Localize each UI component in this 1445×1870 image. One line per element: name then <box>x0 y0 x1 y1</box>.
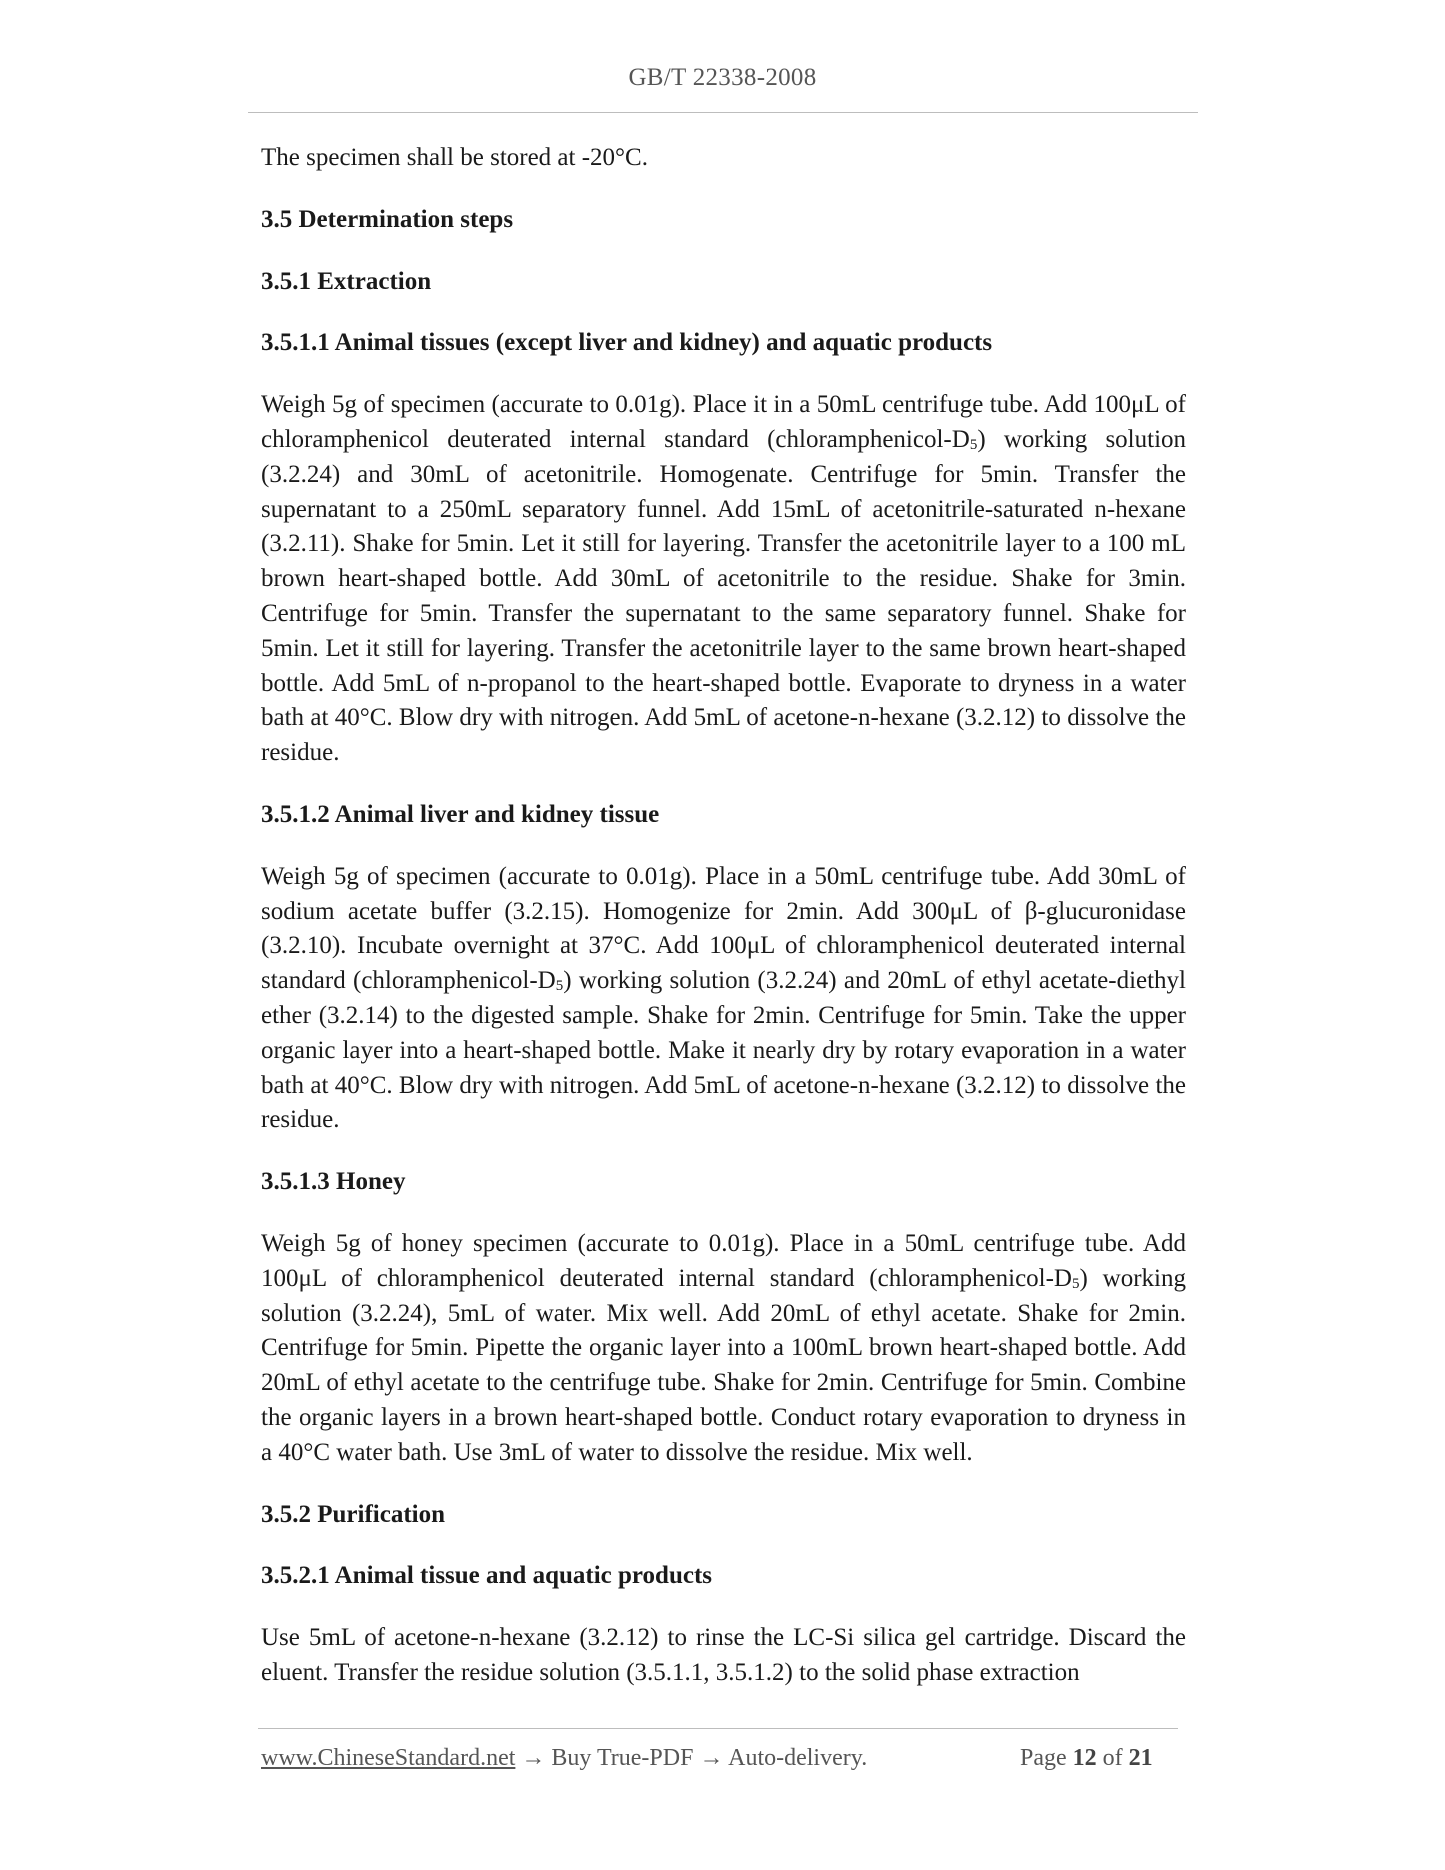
document-body <box>261 141 1186 1691</box>
text-run: ) working solution (3.2.24), 5mL of water. Mix well. Add 20mL of ethyl acetate. Shake for 2min. Centrifuge for 5min. Pipette the organic layer into a 100mL brown heart-shaped bottle. Add 20mL of ethyl acetate to the centrifuge tube. Shake for 2min. Centrifuge for 5min. Combine the organic layers in a brown heart-shaped bottle. Conduct rotary evaporation to dryness in a 40°C water bath. Use 3mL of water to dissolve the residue. Mix well. <box>261 1264 1186 1466</box>
heading-3-5-2-1: 3.5.2.1 Animal tissue and aquatic products <box>261 1562 713 1590</box>
document-code: GB/T 22338-2008 <box>628 64 817 91</box>
text-run: ) working solution (3.2.24) and 30mL of acetonitrile. Homogenate. Centrifuge for 5min. Transfer the supernatant to a 250mL separatory funnel. Add 15mL of acetonitrile-saturated n-hexane (3.2.11). Shake for 5min. Let it still for layering. Transfer the acetonitrile layer to a 100 mL brown heart-shaped bottle. Add 30mL of acetonitrile to the residue. Shake for 3min. Centrifuge for 5min. Transfer the supernatant to the same separatory funnel. Shake for 5min. Let it still for layering. Transfer the acetonitrile layer to the same brown heart-shaped bottle. Add 5mL of n-propanol to the heart-shaped bottle. Evaporate to dryness in a water bath at 40°C. Blow dry with nitrogen. Add 5mL of acetone-n-hexane (3.2.12) to dissolve the residue. <box>261 425 1187 767</box>
heading-3-5-2: 3.5.2 Purification <box>261 1500 446 1528</box>
heading-3-5: 3.5 Determination steps <box>261 205 514 233</box>
subscript: 5 <box>1072 1275 1080 1292</box>
text-run: Weigh 5g of specimen (accurate to 0.01g). Place it in a 50mL centrifuge tube. Add 100μL of chloramphenicol deuterated internal standard (chloramphenicol-D <box>261 391 1186 453</box>
heading-3-5-1-2: 3.5.1.2 Animal liver and kidney tissue <box>261 800 660 828</box>
paragraph-3-5-1-3 <box>261 1227 1186 1471</box>
of-label: of <box>1096 1745 1129 1771</box>
heading-3-5-1-1: 3.5.1.1 Animal tissues (except liver and kidney) and aquatic products <box>261 329 993 357</box>
paragraph-3-5-1-1 <box>261 388 1186 771</box>
subscript: 5 <box>969 436 978 453</box>
promo-text: → Buy True-PDF → Auto-delivery. <box>515 1745 868 1771</box>
page-total: 21 <box>1128 1745 1153 1771</box>
heading-3-5-1: 3.5.1 Extraction <box>261 267 432 295</box>
paragraph-storage: The specimen shall be stored at -20°C. <box>261 144 648 171</box>
paragraph-3-5-1-2 <box>261 860 1186 1138</box>
website-link[interactable]: www.ChineseStandard.net <box>261 1745 516 1771</box>
text-run: ) working solution (3.2.24) and 20mL of ethyl acetate-diethyl ether (3.2.14) to the digested sample. Shake for 2min. Centrifuge for 5min. Take the upper organic layer into a heart-shaped bottle. Make it nearly dry by rotary evaporation in a water bath at 40°C. Blow dry with nitrogen. Add 5mL of acetone-n-hexane (3.2.12) to dissolve the residue. <box>261 967 1186 1134</box>
paragraph-3-5-2-1: Use 5mL of acetone-n-hexane (3.2.12) to rinse the LC-Si silica gel cartridge. Discard the eluent. Transfer the residue solution (3.5.1.1, 3.5.1.2) to the solid phase extraction <box>261 1624 1186 1686</box>
page-indicator <box>1020 1745 1153 1772</box>
header-divider <box>248 112 1198 113</box>
heading-3-5-1-3: 3.5.1.3 Honey <box>261 1168 406 1196</box>
footer-divider <box>258 1728 1178 1729</box>
text-run: Weigh 5g of honey specimen (accurate to 0.01g). Place in a 50mL centrifuge tube. Add 100μL of chloramphenicol deuterated internal standard (chloramphenicol-D <box>261 1229 1186 1292</box>
footer-promo <box>261 1745 867 1772</box>
text-run: Weigh 5g of specimen (accurate to 0.01g). Place in a 50mL centrifuge tube. Add 30mL of sodium acetate buffer (3.2.15). Homogenize for 2min. Add 300μL of β-glucuronidase (3.2.10). Incubate overnight at 37°C. Add 100μL of chloramphenicol deuterated internal standard (chloramphenicol-D <box>261 862 1186 995</box>
subscript: 5 <box>555 978 564 995</box>
page-label: Page <box>1020 1745 1073 1771</box>
page-number: 12 <box>1072 1745 1097 1771</box>
